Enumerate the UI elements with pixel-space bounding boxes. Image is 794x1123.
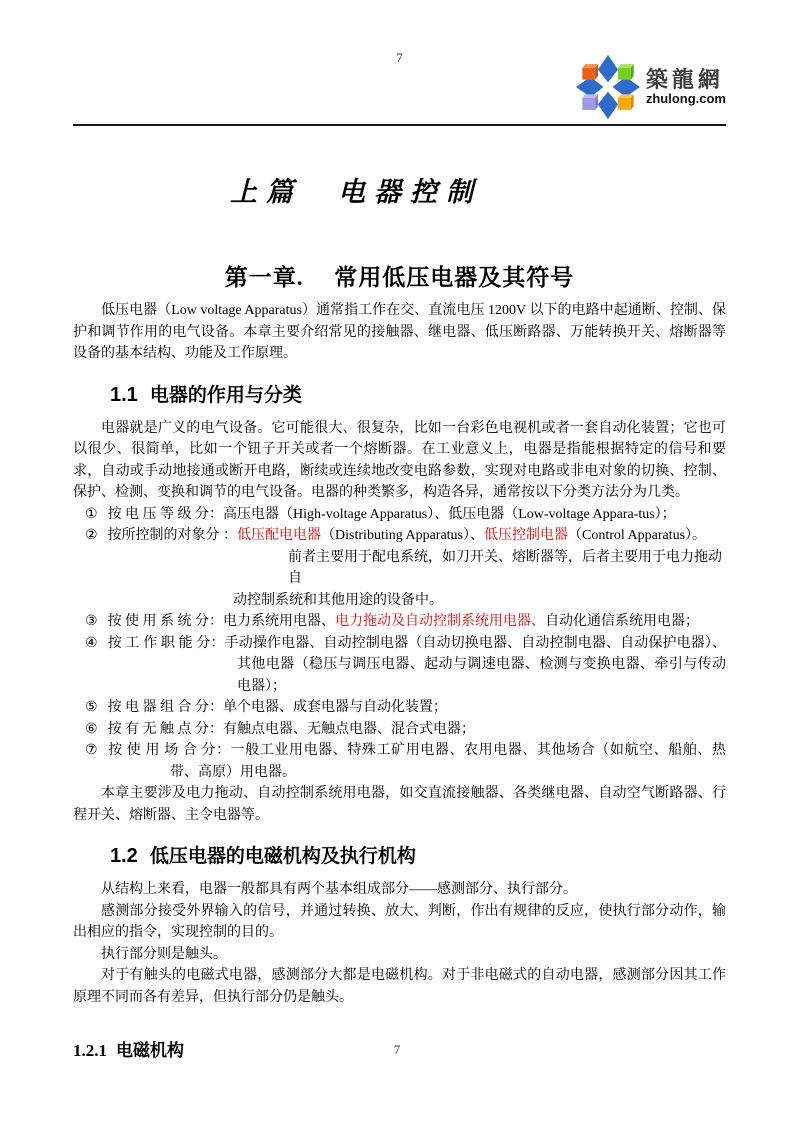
list-item-3-text: 按 使 用 系 统 分：电力系统用电器、 — [107, 614, 336, 629]
list-item-1 — [73, 504, 726, 526]
page-header — [73, 0, 726, 126]
list-item-3-marker: ③ — [85, 614, 98, 629]
part-title-part: 上篇 — [230, 177, 302, 207]
list-item-3 — [73, 611, 726, 633]
section-1-1-closing-paragraph: 本章主要涉及电力拖动、自动控制系统用电器，如交直流接触器、各类继电器、自动空气断路器、行程开关、熔断器、主令电器等。 — [73, 786, 726, 823]
list-item-2-continuation-2: 动控制系统和其他用途的设备中。 — [233, 592, 443, 608]
list-item-2-red-term-1: 低压配电电器 — [237, 528, 322, 543]
section-1-1-lead-paragraph: 电器就是广义的电气设备。它可能很大、很复杂，比如一台彩色电视机或者一套自动化装置；它也可以很少、很简单，比如一个钮子开关或者一个熔断器。在工业意义上，电器是指能根据特定的信号和要求，自动或手动地接通或断开电路，断续或连续地改变电路参数，实现对电路或非电对象的切换、控制、保护、检测、变换和调节的电气设备。电器的种类繁多，构造各异，通常按以下分类方法分为几类。 — [73, 420, 726, 500]
list-item-2-text: 按所控制的对象分 ： — [107, 528, 238, 543]
list-item-7-marker: ⑦ — [85, 743, 99, 758]
section-1-1-number: 1.1 — [110, 383, 138, 406]
list-item-2-marker: ② — [85, 528, 98, 543]
list-item-4-marker: ④ — [85, 635, 98, 651]
list-item-5 — [73, 697, 726, 719]
section-1-2-1-number: 1.2.1 — [73, 1041, 107, 1060]
list-item-2-text-2: （Distributing Apparatus）、 — [321, 528, 484, 543]
logo-site-name: 築龍網 — [645, 66, 724, 92]
footer-page-number: 7 — [393, 1042, 401, 1057]
list-item-6-text: 按 有 无 触 点 分：有触点电器、无触点电器、混合式电器； — [107, 721, 476, 737]
logo-site-domain: zhulong.com — [645, 90, 726, 106]
intro-paragraph: 低压电器（Low voltage Apparatus）通常指工作在交、直流电压 1200V 以下的电路中起通断、控制、保护和调节作用的电气设备。本章主要介绍常见的接触器、继电器、低压断路器、万能转换开关、熔断器等设备的基本结构、功能及工作原理。 — [73, 303, 726, 361]
section-1-1-title: 电器的作用与分类 — [149, 384, 302, 406]
header-page-number: 7 — [396, 50, 403, 65]
list-item-3-red-term: 电力拖动及自动控制系统用电器、 — [335, 614, 546, 629]
list-item-2-red-term-2: 低压控制电器 — [484, 528, 568, 543]
document-content — [73, 126, 726, 1061]
list-item-6-marker: ⑥ — [85, 721, 98, 737]
list-item-2-text-3: （Control Apparatus）。 — [568, 528, 707, 543]
part-title — [230, 170, 726, 209]
list-item-5-marker: ⑤ — [85, 700, 98, 715]
section-1-2-paragraph-4: 对于有触头的电磁式电器，感测部分大都是电磁机构。对于非电磁式的自动电器，感测部分因其工作原理不同而各有差异，但执行部分仍是触头。 — [73, 968, 726, 1005]
list-item-5-text: 按 电 器 组 合 分：单个电器、成套电器与自动化装置； — [107, 700, 448, 715]
section-1-2-paragraph-2: 感测部分接受外界输入的信号，并通过转换、放大、判断，作出有规律的反应，使执行部分动作，输出相应的指令，实现控制的目的。 — [73, 903, 726, 940]
list-item-6 — [73, 719, 726, 741]
section-1-2-1-title: 电磁机构 — [116, 1041, 184, 1060]
list-item-3-text-2: 自动化通信系统用电器； — [545, 614, 700, 629]
list-item-1-marker: ① — [85, 506, 98, 522]
section-1-1-heading — [110, 380, 726, 407]
list-item-4 — [73, 633, 726, 698]
list-item-7 — [73, 740, 726, 783]
section-1-2-heading — [110, 841, 726, 868]
section-1-2-paragraph-3: 执行部分则是触头。 — [101, 946, 227, 962]
logo-text — [646, 68, 726, 106]
section-1-2-title: 低压电器的电磁机构及执行机构 — [149, 846, 416, 867]
list-item-1-text: 按 电 压 等 级 分：高压电器（High-voltage Apparatus）、低压电器（Low-voltage Appara-tus）； — [107, 506, 676, 522]
section-1-2-paragraph-1: 从结构上来看，电器一般都具有两个基本组成部分——感测部分、执行部分。 — [101, 882, 577, 897]
classification-list — [73, 504, 726, 784]
pinwheel-logo-icon — [575, 52, 641, 122]
list-item-7-text: 按 使 用 场 合 分：一般工业用电器、特殊工矿用电器、农用电器、其他场合（如航空、船舶、热带、高原）用电器。 — [108, 743, 726, 780]
list-item-2-continuation-1: 前者主要用于配电系统，如刀开关、熔断器等，后者主要用于电力拖动自 — [288, 549, 722, 586]
part-title-name: 电器控制 — [338, 177, 482, 207]
section-1-2-number: 1.2 — [110, 845, 138, 867]
list-item-4-text: 按 工 作 职 能 分：手动操作电器、自动控制电器（自动切换电器、自动控制电器、自动保护电器）、其他电器（稳压与调压电器、起动与调速电器、检测与变换电器、牵引与传动电器）； — [107, 635, 726, 694]
chapter-title: 第一章. 常用低压电器及其符号 — [224, 265, 575, 290]
list-item-2 — [73, 525, 726, 547]
zhulong-logo — [575, 52, 726, 122]
